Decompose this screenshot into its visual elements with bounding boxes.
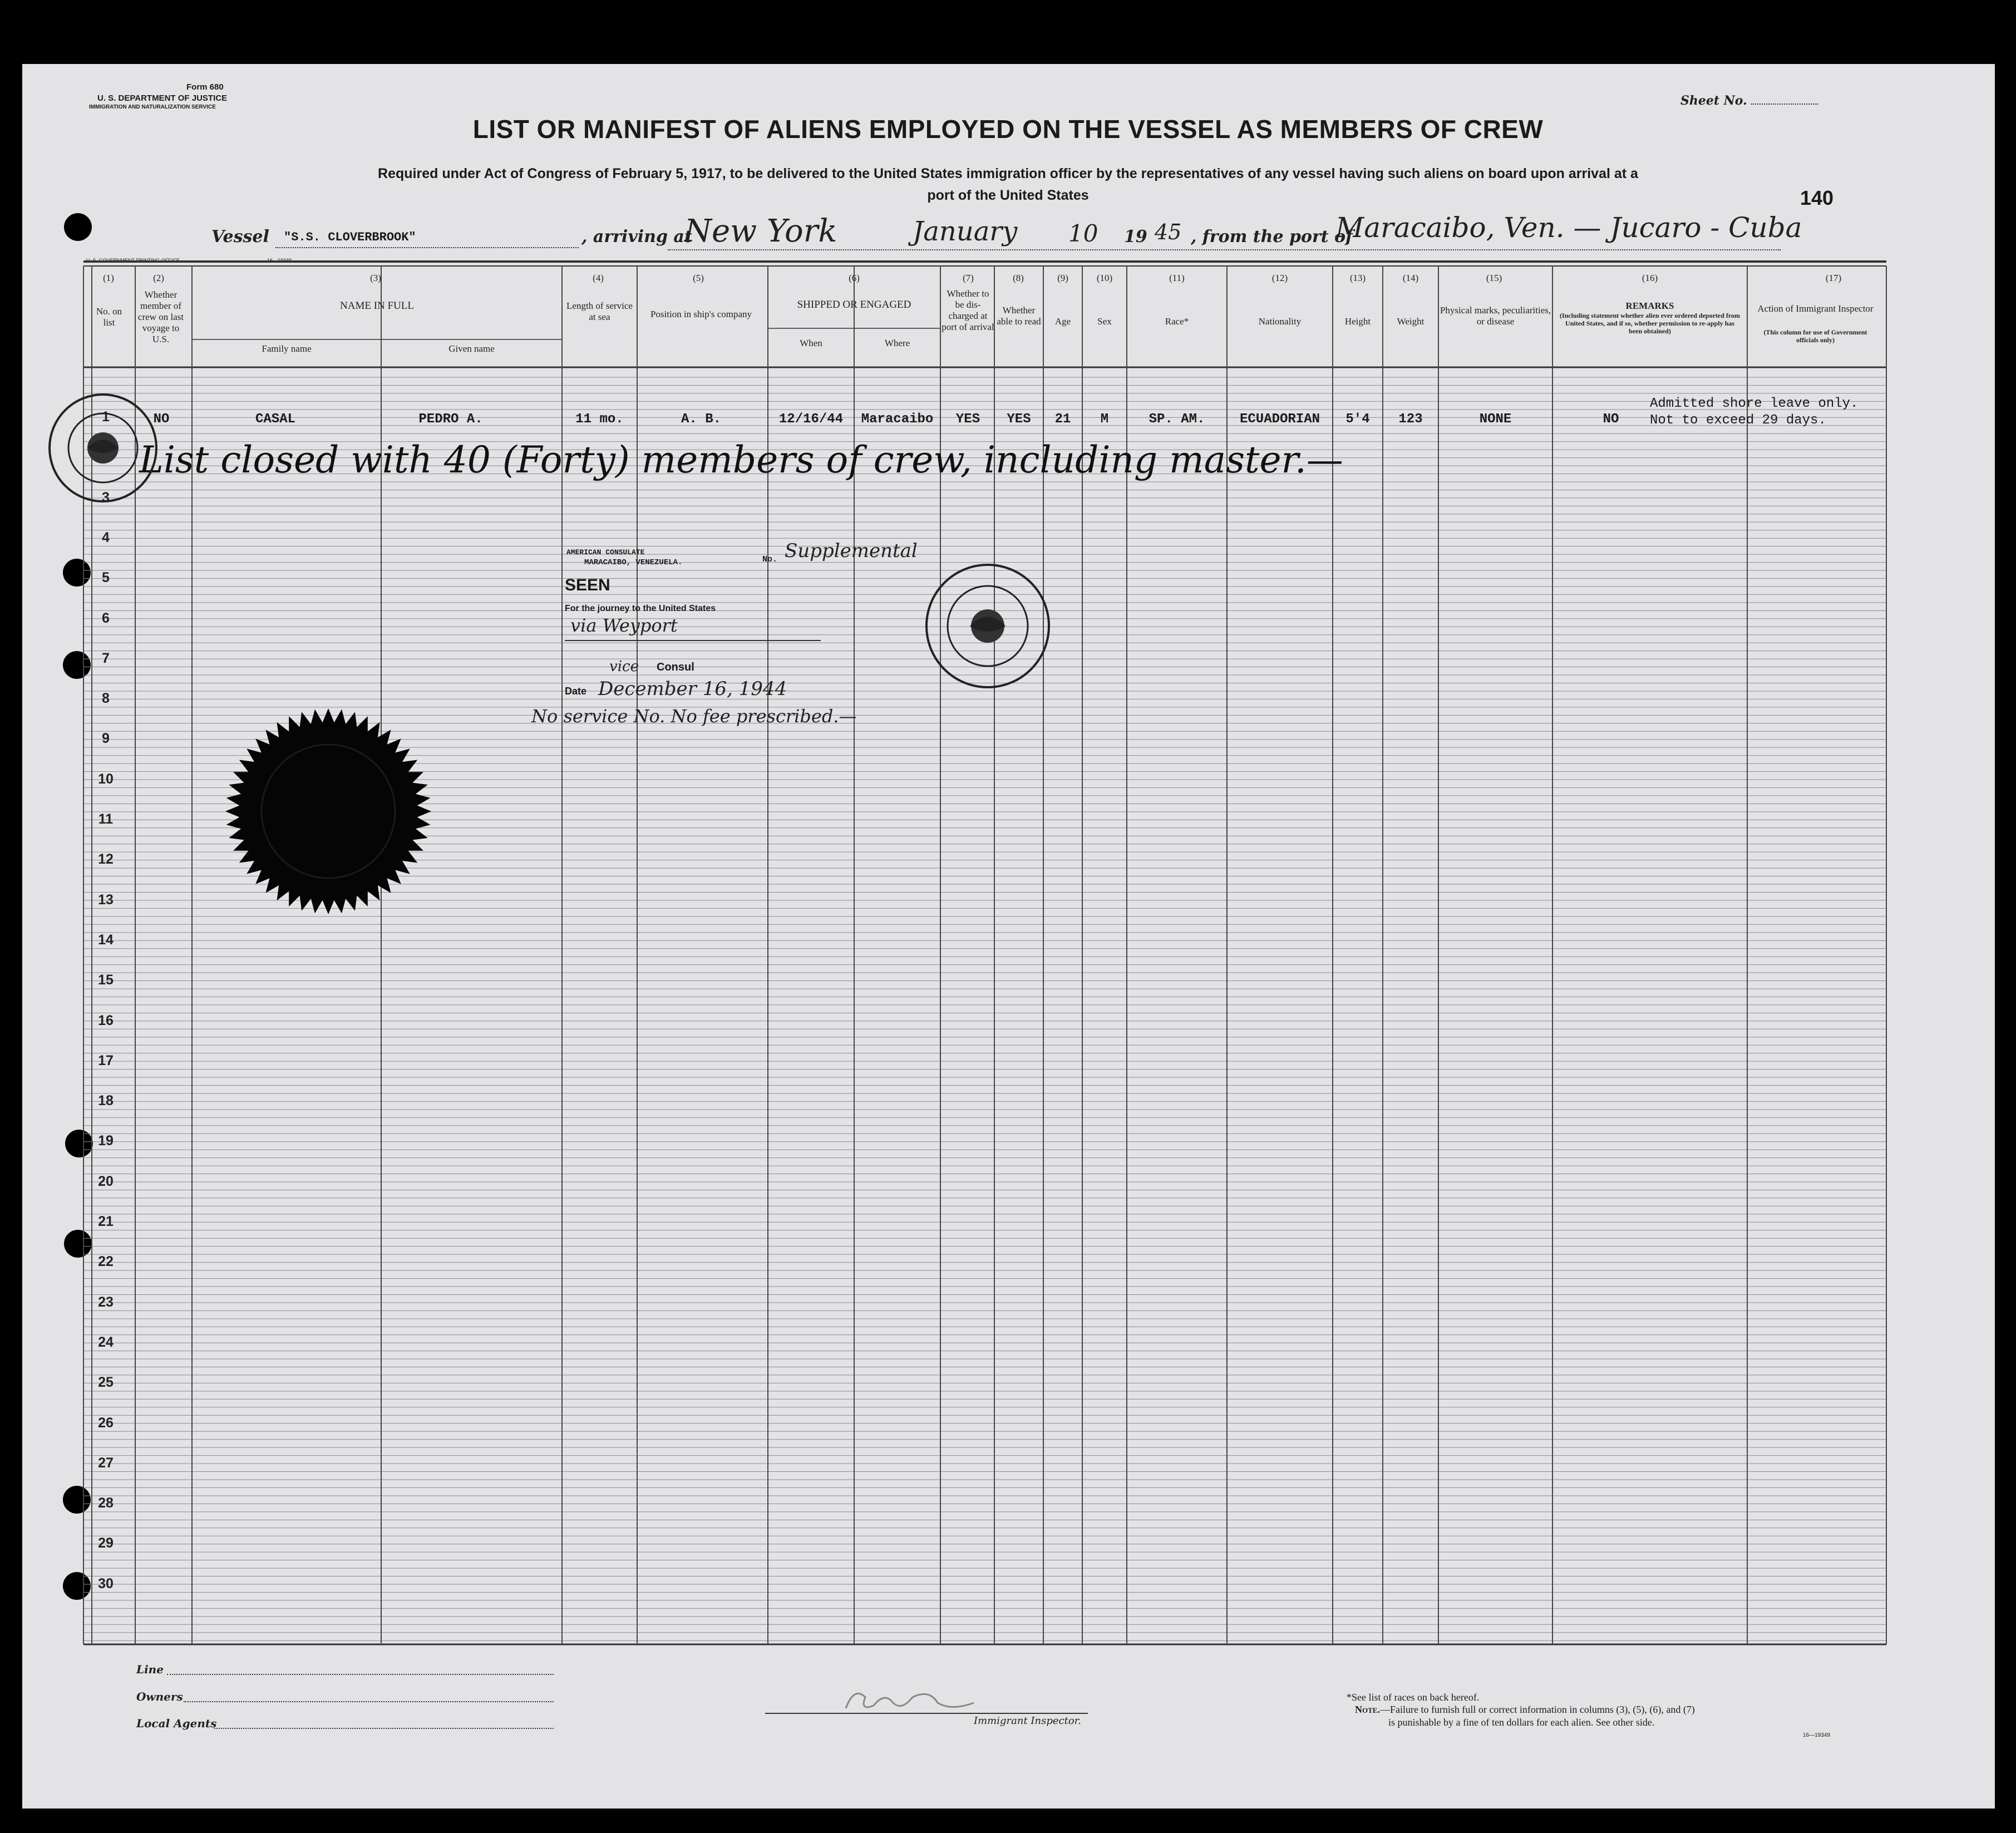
row-1-age: 21 [1054, 412, 1071, 427]
stamp-consul: Consul [657, 661, 694, 673]
row-number: 3 [102, 489, 110, 505]
from-label: , from the port of [1191, 227, 1353, 247]
row-number: 20 [98, 1173, 114, 1189]
header-nationality: Nationality [1258, 316, 1302, 327]
column-number: (11) [1169, 273, 1185, 283]
row-number: 18 [98, 1093, 114, 1109]
year-prefix: 19 [1124, 227, 1147, 247]
fine-note-2: is punishable by a fine of ten dollars for each alien. See other side. [1388, 1717, 1655, 1728]
arriving-port: New York [684, 213, 837, 249]
header-age: Age [1054, 316, 1071, 327]
header-where: Where [884, 338, 910, 348]
row-1-given-name: PEDRO A. [418, 412, 483, 427]
row-number: 15 [98, 972, 114, 988]
column-number: (16) [1642, 273, 1658, 283]
column-number: (17) [1825, 273, 1842, 283]
header-remarks-note: (Including statement whether alien ever ordered deported from United States, and if so, whether permission to re-apply has been obtained) [1559, 312, 1741, 335]
column-number: (1) [103, 273, 114, 283]
footer-owners-field[interactable] [184, 1701, 554, 1702]
stamp-no-label: No. [762, 555, 778, 564]
row-1-position: A. B. [681, 412, 721, 427]
row-1-marks: NONE [1479, 412, 1512, 427]
row-1-last-voyage: NO [153, 412, 170, 427]
vessel-label: Vessel [211, 227, 269, 247]
column-number: (10) [1096, 273, 1113, 283]
stamp-no-value: Supplemental [785, 540, 918, 562]
arrival-day: 10 [1068, 220, 1098, 247]
column-number: (15) [1486, 273, 1502, 283]
header-able-to-read: Whether able to read [997, 305, 1041, 327]
row-number: 8 [102, 691, 110, 707]
footer-line-field[interactable] [167, 1674, 554, 1675]
row-number: 6 [102, 610, 110, 626]
header-action-note: (This column for use of Government officials only) [1763, 328, 1867, 344]
arrival-month: January [913, 216, 1018, 247]
row-number: 12 [98, 851, 114, 868]
row-number: 10 [98, 771, 114, 787]
service-name: IMMIGRATION AND NATURALIZATION SERVICE [89, 104, 216, 110]
row-number: 28 [98, 1495, 114, 1511]
row-1-service: 11 mo. [575, 412, 624, 427]
stamp-signature-line [565, 640, 821, 641]
row-number: 16 [98, 1012, 114, 1028]
row-number: 21 [98, 1214, 114, 1229]
row-1-race: SP. AM. [1149, 412, 1205, 427]
print-code-top: 16—19349 [267, 258, 292, 263]
header-name-in-full: NAME IN FULL [340, 300, 414, 312]
column-number: (9) [1057, 273, 1068, 283]
column-number: (6) [849, 273, 860, 283]
stamp-consulate-line1: AMERICAN CONSULATE [566, 548, 645, 556]
header-shipped-engaged: SHIPPED OR ENGAGED [797, 299, 911, 311]
row-number: 7 [102, 650, 110, 666]
year-suffix: 45 [1155, 220, 1182, 244]
header-length-service: Length of service at sea [566, 300, 633, 322]
stamp-service-note: No service No. No fee prescribed.— [531, 706, 857, 727]
header-family-name: Family name [262, 343, 312, 354]
row-1-read: YES [1007, 412, 1031, 427]
column-number: (4) [593, 273, 604, 283]
row-number: 1 [102, 409, 110, 425]
header-position: Position in ship's company [650, 309, 752, 319]
footer-agents-label: Local Agents [136, 1717, 217, 1730]
races-note: *See list of races on back hereof. [1347, 1692, 1480, 1703]
header-sex: Sex [1097, 316, 1112, 327]
row-1-nationality: ECUADORIAN [1239, 412, 1320, 427]
sheet-label: Sheet No. [1680, 93, 1818, 108]
row-number: 30 [98, 1575, 114, 1591]
header-when: When [800, 338, 822, 348]
inspector-line [765, 1713, 1088, 1714]
header-discharged: Whether to be dis-charged at port of arrival [942, 288, 994, 332]
column-number: (7) [963, 273, 974, 283]
row-number: 13 [98, 891, 114, 908]
vessel-name: "S.S. CLOVERBROOK" [284, 230, 416, 244]
column-number: (5) [693, 273, 704, 283]
column-number: (14) [1402, 273, 1419, 283]
form-subtitle: Required under Act of Congress of February 5, 1917, to be delivered to the United States immigration officer by the representatives of any vessel having such aliens on board upon arrival at a [378, 166, 1638, 181]
row-number: 4 [102, 529, 110, 545]
header-action-inspector: Action of Immigrant Inspector [1757, 303, 1874, 314]
row-1-action-line2: Not to exceed 29 days. [1650, 413, 1826, 428]
printing-office: U. S. GOVERNMENT PRINTING OFFICE [86, 258, 180, 263]
row-1-action-line1: Admitted shore leave only. [1650, 396, 1859, 411]
row-number: 11 [98, 811, 114, 827]
form-subtitle-2: port of the United States [927, 188, 1089, 203]
row-number: 27 [98, 1455, 114, 1471]
row-number: 14 [98, 932, 114, 948]
row-number: 5 [102, 570, 110, 586]
row-1-family-name: CASAL [255, 412, 295, 427]
row-number: 17 [98, 1052, 114, 1068]
from-port: Maracaibo, Ven. — Jucaro - Cuba [1335, 211, 1802, 244]
row-number: 29 [98, 1535, 114, 1551]
form-number: Form 680 [186, 82, 224, 92]
note-label: Note. [1355, 1704, 1380, 1715]
column-number: (12) [1271, 273, 1288, 283]
stamp-consulate-line2: MARACAIBO, VENEZUELA. [584, 558, 683, 567]
row-number: 9 [102, 731, 110, 747]
row-1-remarks: NO [1603, 412, 1619, 427]
row-1-height: 5'4 [1345, 412, 1370, 427]
list-closed-note: List closed with 40 (Forty) members of crew, including master.— [139, 438, 1343, 481]
row-number: 19 [98, 1133, 114, 1149]
header-weight: Weight [1397, 316, 1424, 327]
consulate-seal-right [924, 562, 1052, 690]
column-number: (13) [1349, 273, 1366, 283]
department-name: U. S. DEPARTMENT OF JUSTICE [97, 93, 228, 103]
header-height: Height [1344, 316, 1371, 327]
row-1-weight: 123 [1398, 412, 1423, 427]
row-number: 24 [98, 1334, 114, 1350]
header-race: Race* [1165, 316, 1189, 327]
column-number: (3) [370, 273, 381, 283]
row-number: 22 [98, 1254, 114, 1270]
embossed-seal [223, 706, 434, 917]
stamp-date-label: Date [565, 686, 587, 697]
footer-line-label: Line [136, 1663, 164, 1676]
header-given-name: Given name [448, 343, 495, 354]
stamp-date-value: December 16, 1944 [598, 678, 787, 700]
row-1-where: Maracaibo [861, 412, 934, 427]
footer-agents-field[interactable] [214, 1728, 554, 1729]
page-number: 140 [1800, 186, 1834, 209]
row-number: 26 [98, 1415, 114, 1431]
header-no-on-list: No. on list [96, 306, 122, 328]
footer-owners-label: Owners [136, 1690, 183, 1703]
note-text-1: —Failure to furnish full or correct information in columns (3), (5), (6), and (7) [1379, 1704, 1695, 1715]
header-remarks: REMARKS [1625, 300, 1674, 311]
row-1-discharged: YES [955, 412, 980, 427]
consulate-seal-left [47, 392, 159, 504]
form-title: LIST OR MANIFEST OF ALIENS EMPLOYED ON THE VESSEL AS MEMBERS OF CREW [472, 115, 1544, 144]
stamp-via: via Weyport [570, 615, 678, 636]
row-number: 25 [98, 1374, 114, 1391]
inspector-label: Immigrant Inspector. [974, 1715, 1082, 1727]
header-physical-marks: Physical marks, peculiarities, or disease [1440, 305, 1551, 327]
arriving-label: , arriving at [581, 227, 692, 247]
stamp-journey: For the journey to the United States [565, 604, 716, 613]
column-number: (2) [153, 273, 164, 283]
fine-note [1355, 1704, 1695, 1716]
row-number: 23 [98, 1294, 114, 1310]
header-last-voyage: Whether member of crew on last voyage to U.S. [137, 289, 184, 344]
column-number: (8) [1013, 273, 1024, 283]
row-1-sex: M [1100, 412, 1109, 427]
row-1-when: 12/16/44 [778, 412, 844, 427]
stamp-vice: vice [609, 658, 639, 675]
stamp-seen: SEEN [565, 576, 610, 594]
print-code-bottom: 16—19349 [1803, 1732, 1830, 1738]
